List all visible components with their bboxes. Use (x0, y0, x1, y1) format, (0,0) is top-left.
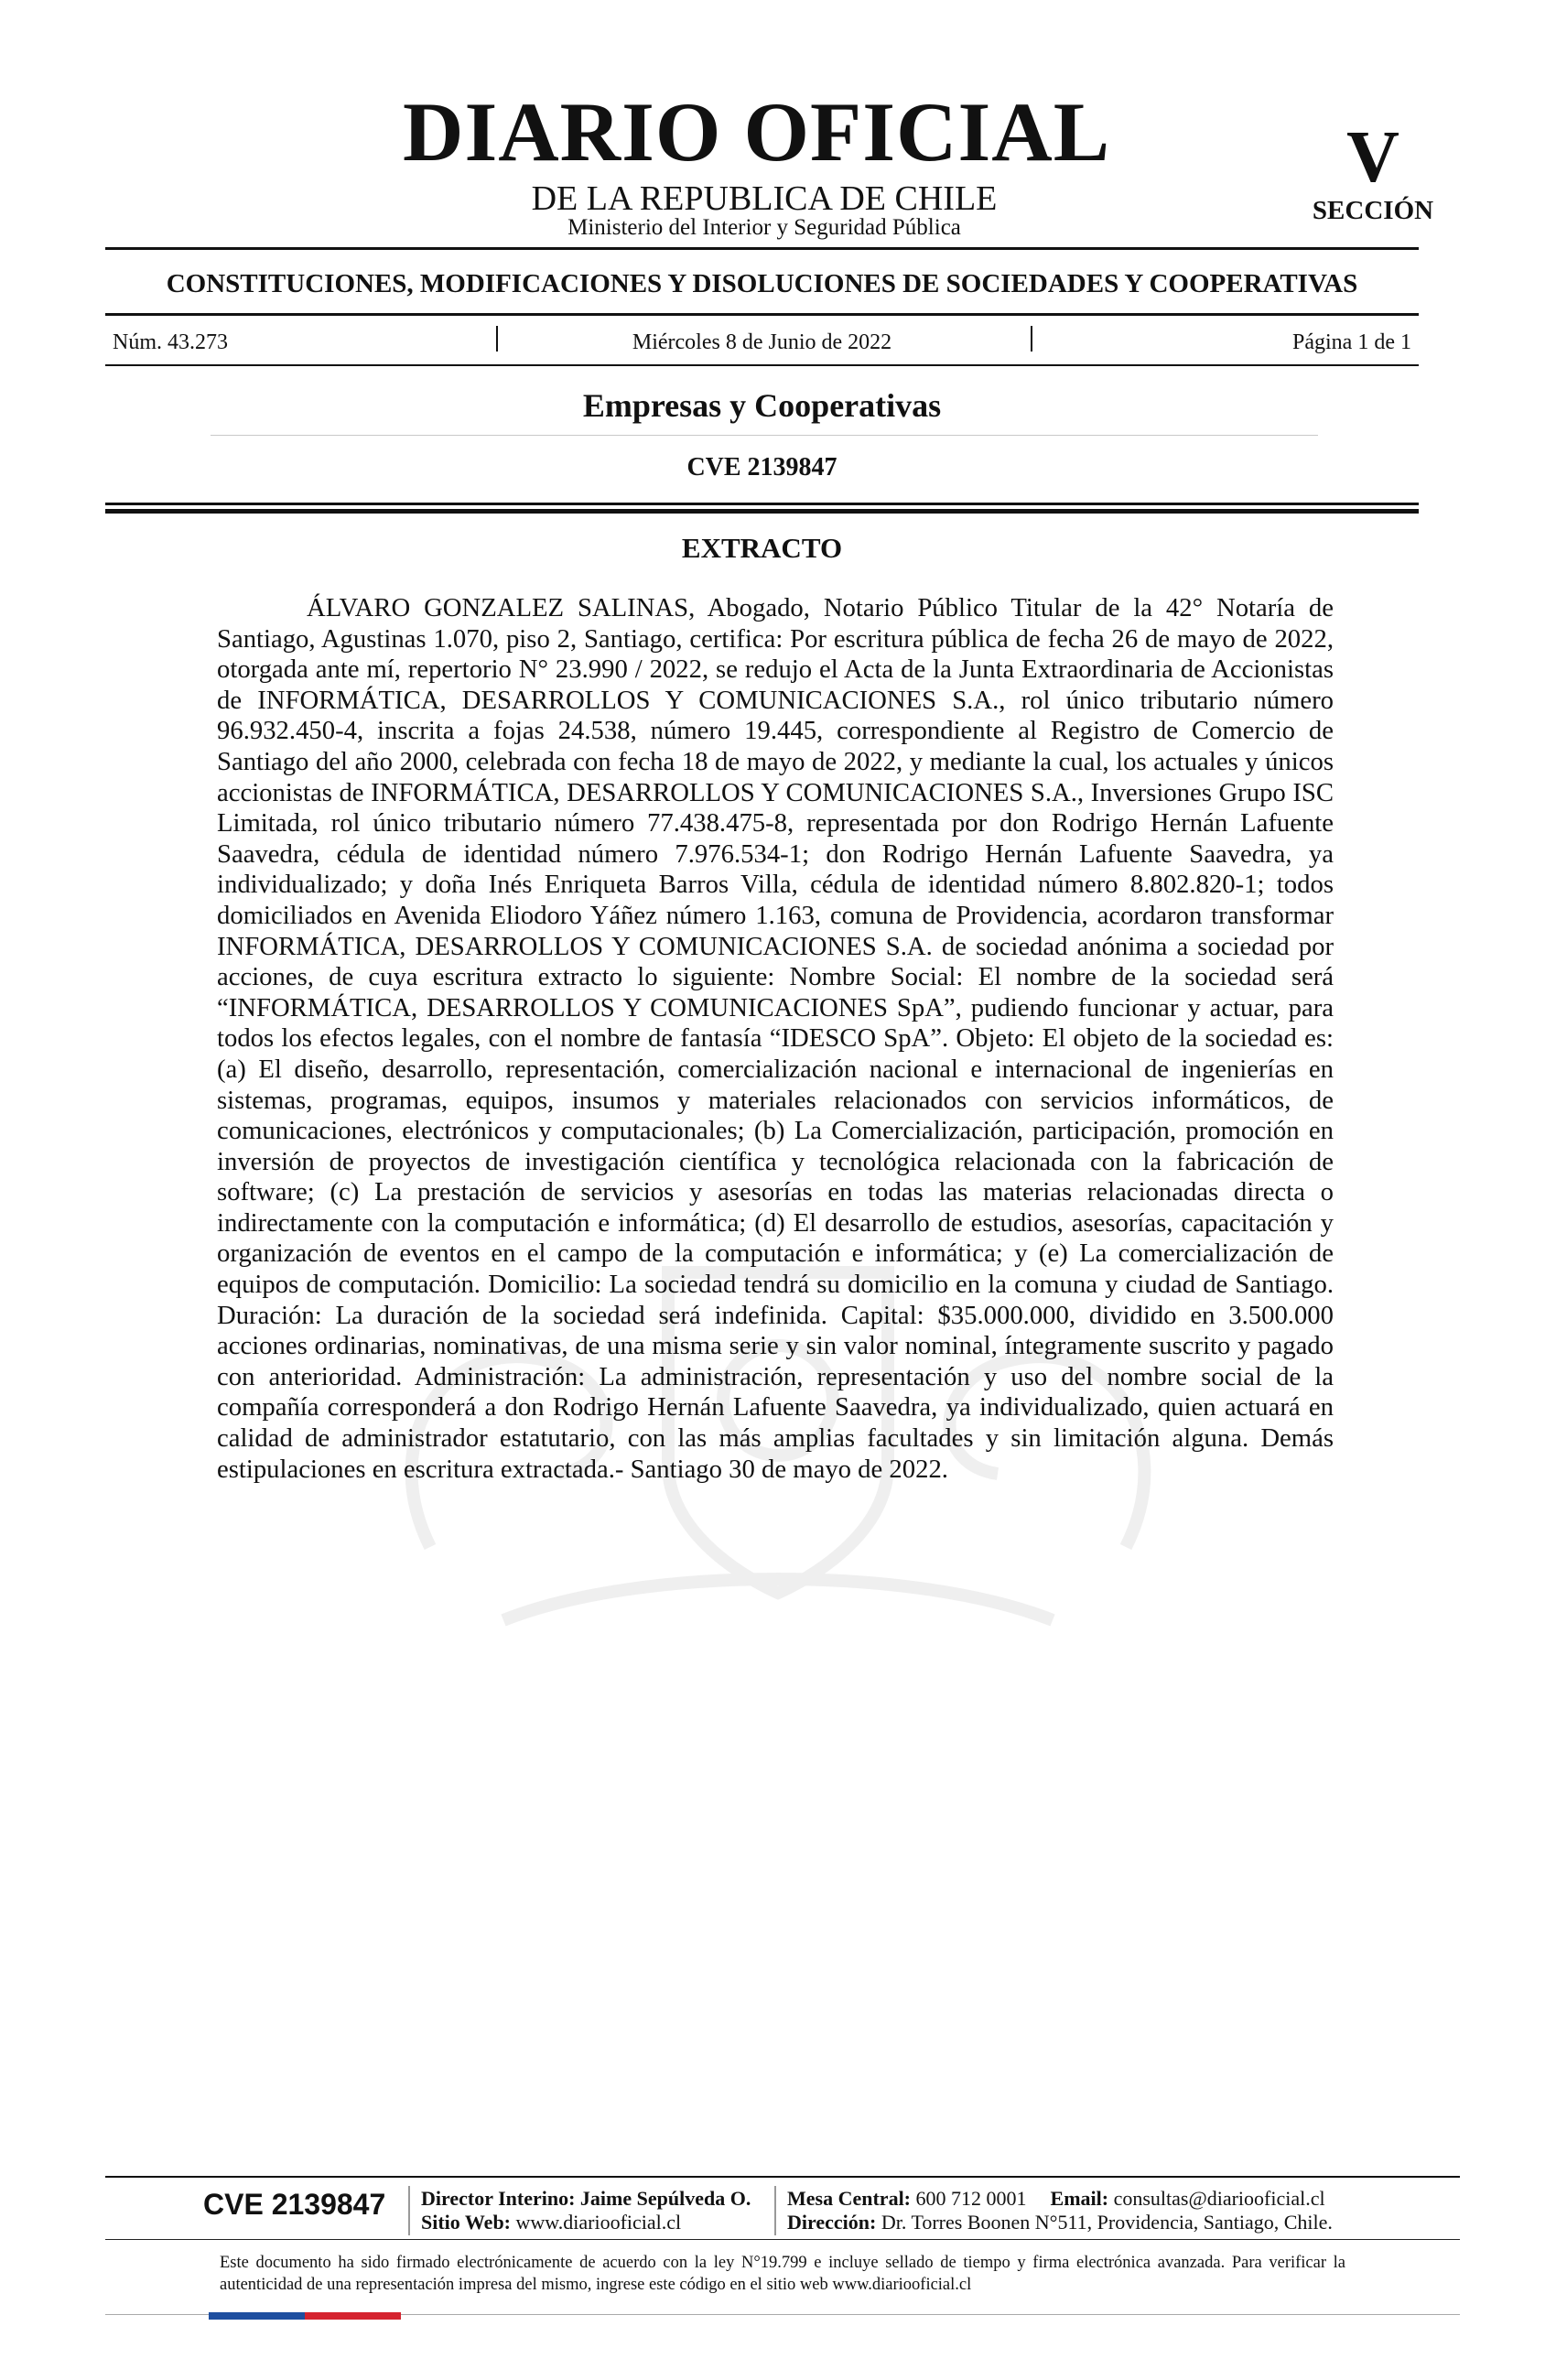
flag-stripe-blue (209, 2312, 305, 2320)
issue-info-row (105, 319, 1419, 359)
footer-contact-block (787, 2187, 1428, 2234)
address-value: Dr. Torres Boonen N°511, Providencia, Santiago, Chile. (881, 2211, 1333, 2234)
cve-code: CVE 2139847 (686, 453, 837, 481)
masthead-ministry: Ministerio del Interior y Seguridad Pública (567, 215, 961, 240)
issue-date: Miércoles 8 de Junio de 2022 (632, 330, 892, 354)
section-divider (211, 435, 1318, 436)
section-title: Empresas y Cooperativas (582, 387, 942, 424)
banner-rule (105, 313, 1419, 316)
address-label: Dirección: (787, 2211, 877, 2234)
footer-divider (408, 2186, 410, 2235)
header-double-rule-top (105, 503, 1419, 505)
masthead-rule (105, 247, 1419, 250)
issue-number: Núm. 43.273 (113, 330, 228, 354)
issue-rule (105, 364, 1419, 366)
footer-divider (774, 2186, 776, 2235)
document-heading: EXTRACTO (681, 532, 843, 564)
web-label: Sitio Web: (421, 2211, 512, 2234)
section-label: SECCIÓN (1312, 196, 1434, 225)
issue-divider (1031, 326, 1032, 352)
footer-cve-code: CVE 2139847 (203, 2188, 386, 2221)
footer-top-rule (105, 2176, 1460, 2178)
email-label: Email: (1050, 2187, 1109, 2210)
footer-mid-rule (105, 2239, 1460, 2240)
masthead-title: DIARIO OFICIAL (403, 85, 1111, 178)
masthead-subtitle: DE LA REPUBLICA DE CHILE (531, 179, 998, 218)
web-link[interactable]: www.diariooficial.cl (515, 2211, 682, 2234)
flag-stripe-red (305, 2312, 401, 2320)
phone-value: 600 712 0001 (915, 2187, 1027, 2210)
issue-page: Página 1 de 1 (1292, 330, 1411, 354)
director-name: Jaime Sepúlveda O. (579, 2187, 751, 2210)
director-label: Director Interino: (421, 2187, 576, 2210)
header-double-rule-bottom (105, 509, 1419, 514)
footer-director-block (421, 2187, 769, 2234)
email-link[interactable]: consultas@diariooficial.cl (1113, 2187, 1325, 2210)
phone-label: Mesa Central: (787, 2187, 912, 2210)
category-banner: CONSTITUCIONES, MODIFICACIONES Y DISOLUCIONES DE SOCIEDADES Y COOPERATIVAS (166, 269, 1358, 298)
document-body: ÁLVARO GONZALEZ SALINAS, Abogado, Notario Público Titular de la 42° Notaría de Santiago, Agustinas 1.070, piso 2, Santiago, certifica: Por escritura pública de fecha 26 de mayo de 2022, otorgada ante mí, repertorio N° 23.990 / 2022, se redujo el Acta de la Junta Extraordinaria de Accionistas de INFORMÁTICA, DESARROLLOS Y COMUNICACIONES S.A., rol único tributario número 96.932.450-4, inscrita a fojas 24.538, número 19.445, correspondiente al Registro de Comercio de Santiago del año 2000, celebrada con fecha 18 de mayo de 2022, y mediante la cual, los actuales y únicos accionistas de INFORMÁTICA, DESARROLLOS Y COMUNICACIONES S.A., Inversiones Grupo ISC Limitada, rol único tributario número 77.438.475-8, representada por don Rodrigo Hernán Lafuente Saavedra, cédula de identidad número 7.976.534-1; don Rodrigo Hernán Lafuente Saavedra, ya individualizado; y doña Inés Enriqueta Barros Villa, cédula de identidad número 8.802.820-1; todos domiciliados en Avenida Eliodoro Yáñez número 1.163, comuna de Providencia, acordaron transformar INFORMÁTICA, DESARROLLOS Y COMUNICACIONES S.A. de sociedad anónima a sociedad por acciones, de cuya escritura extracto lo siguiente: Nombre Social: El nombre de la sociedad será “INFORMÁTICA, DESARROLLOS Y COMUNICACIONES SpA”, pudiendo funcionar y actuar, para todos los efectos legales, con el nombre de fantasía “IDESCO SpA”. Objeto: El objeto de la sociedad es: (a) El diseño, desarrollo, representación, comercialización nacional e internacional de ingenierías en sistemas, programas, equipos, insumos y materiales relacionados con servicios informáticos, de comunicaciones, electrónicos y computacionales; (b) La Comercialización, participación, promoción en inversión de proyectos de investigación científica y tecnológica relacionada con la fabricación de software; (c) La prestación de servicios y asesorías en todas las materias relacionadas directa o indirectamente con la computación e informática; (d) El desarrollo de estudios, asesorías, capacitación y organización de eventos en el campo de la computación e informática; y (e) La comercialización de equipos de computación. Domicilio: La sociedad tendrá su domicilio en la comuna y ciudad de Santiago. Duración: La duración de la sociedad será indefinida. Capital: $35.000.000, dividido en 3.500.000 acciones ordinarias, nominativas, de una misma serie y sin valor nominal, íntegramente suscrito y pagado con anterioridad. Administración: La administración, representación y uso del nombre social de la compañía corresponderá a don Rodrigo Hernán Lafuente Saavedra, ya individualizado, quien actuará en calidad de administrador estatutario, con las más amplias facultades y sin limitación alguna. Demás estipulaciones en escritura extractada.- Santiago 30 de mayo de 2022. (217, 593, 1334, 1484)
footer-legal-notice: Este documento ha sido firmado electrónicamente de acuerdo con la ley N°19.799 e incluye sellado de tiempo y firma electrónica avanzada. Para verificar la autenticidad de una representación impresa del mismo, ingrese este código en el sitio web www.diariooficial.cl (220, 2254, 1345, 2294)
section-letter: V (1346, 117, 1399, 198)
